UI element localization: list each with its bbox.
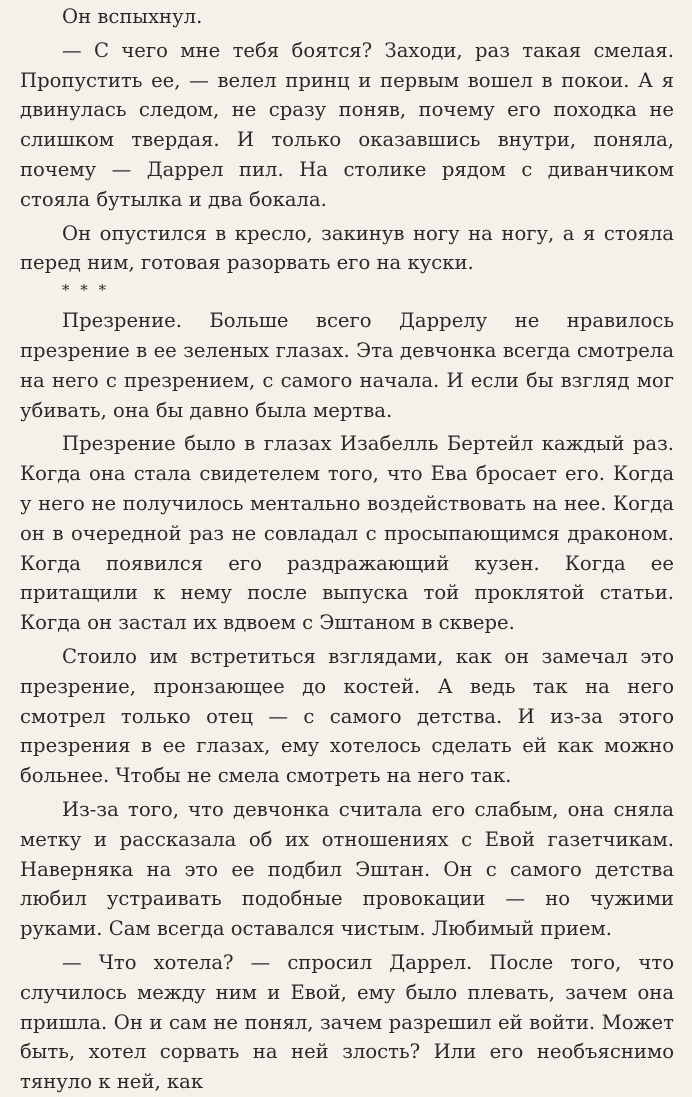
paragraph: — С чего мне тебя боятся? Заходи, раз такая смелая. Пропустить ее, — велел принц и первым вошел в покои. А я двинулась следом, не сразу поняв, почему его походка не слишком твердая. И только оказавшись внутри, поняла, почему — Даррел пил. На столике рядом с диванчиком стояла бутылка и два бокала. — [20, 38, 674, 211]
paragraph: Презрение было в глазах Изабелль Бертейл каждый раз. Когда она стала свидетелем того, что Ева бросает его. Когда у него не получилось ментально воздействовать на нее. Когда он в очередной раз не совладал с просыпающимся драконом. Когда появился его раздражающий кузен. Когда ее притащили к нему после выпуска той проклятой статьи. Когда он застал их вдвоем с Эштаном в сквере. — [20, 432, 674, 635]
scene-separator: * * * — [62, 281, 110, 300]
book-text — [20, 2, 674, 1097]
paragraph: Он опустился в кресло, закинув ногу на ногу, а я стояла перед ним, готовая разорвать его на куски. — [20, 221, 674, 275]
paragraph: Он вспыхнул. — [62, 5, 203, 28]
paragraph: Стоило им встретиться взглядами, как он замечал это презрение, пронзающее до костей. А ведь так на него смотрел только отец — с самого детства. И из-за этого презрения в ее глазах, ему хотелось сделать ей как можно больнее. Чтобы не смела смотреть на него так. — [20, 644, 674, 788]
paragraph: — Что хотела? — спросил Даррел. После того, что случилось между ним и Евой, ему было плевать, зачем она пришла. Он и сам не понял, зачем разрешил ей войти. Может быть, хотел сорвать на ней злость? Или его необъяснимо тянуло к ней, как — [20, 950, 674, 1094]
paragraph: Из-за того, что девчонка считала его слабым, она сняла метку и рассказала об их отношениях с Евой газетчикам. Наверняка на это ее подбил Эштан. Он с самого детства любил устраивать подобные провокации — но чужими руками. Сам всегда оставался чистым. Любимый прием. — [20, 797, 674, 941]
paragraph: Презрение. Больше всего Даррелу не нравилось презрение в ее зеленых глазах. Эта девчонка всегда смотрела на него с презрением, с самого начала. И если бы взгляд мог убивать, она бы давно была мертва. — [20, 309, 674, 422]
